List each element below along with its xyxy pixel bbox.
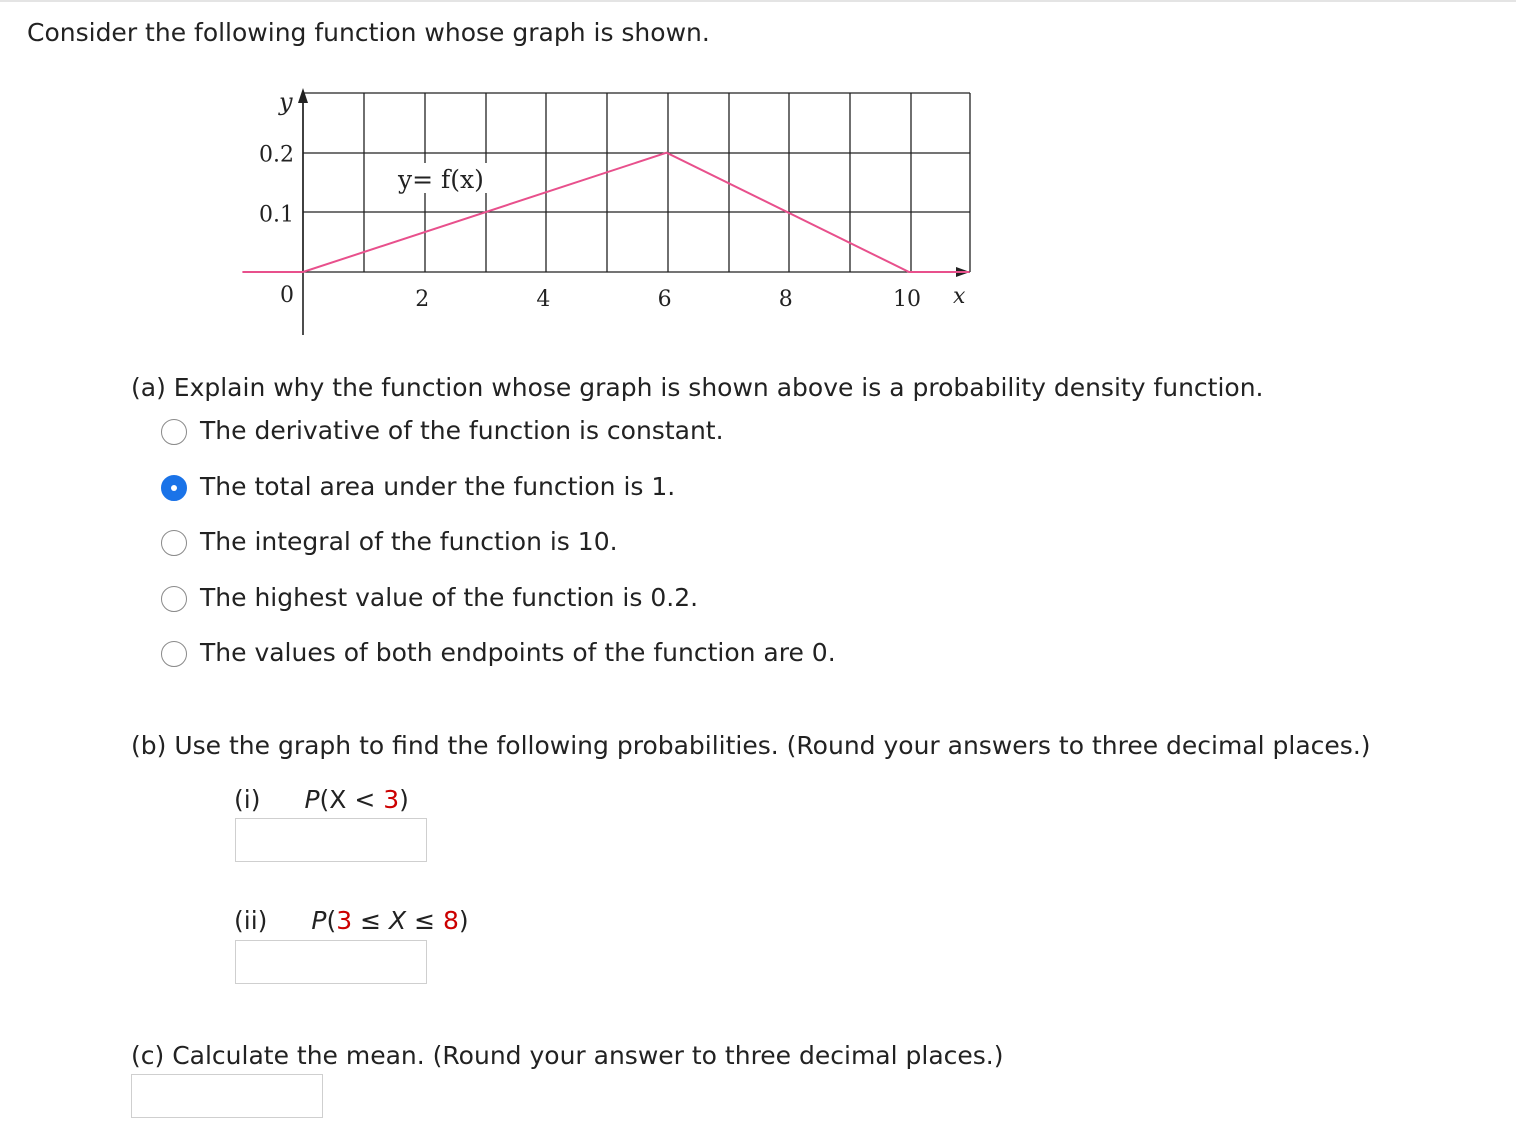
part-c-question: (c) Calculate the mean. (Round your answer to three decimal places.): [131, 1041, 1004, 1070]
intro-text: Consider the following function whose graph is shown.: [27, 18, 710, 47]
x-tick-label: 8: [778, 287, 793, 312]
option-label: The highest value of the function is 0.2.: [200, 582, 699, 612]
x-axis-label: x: [953, 284, 966, 309]
radio-button[interactable]: [161, 419, 187, 445]
x-tick-label: 6: [657, 287, 672, 312]
part-b-question: (b) Use the graph to find the following probabilities. (Round your answers to three decimal places.): [131, 731, 1371, 760]
radio-button[interactable]: [161, 475, 187, 501]
answer-input-b-ii[interactable]: [235, 940, 427, 984]
x-tick-label: 10: [893, 287, 921, 312]
radio-button[interactable]: [161, 586, 187, 612]
option-row[interactable]: [161, 580, 698, 614]
answer-input-b-i[interactable]: [235, 818, 427, 862]
part-b-ii-prompt: (ii) P(3 ≤ X ≤ 8): [234, 906, 469, 935]
option-label: The values of both endpoints of the function are 0.: [200, 637, 836, 667]
part-a-question: (a) Explain why the function whose graph is shown above is a probability density function.: [131, 373, 1264, 402]
radio-button[interactable]: [161, 641, 187, 667]
option-label: The total area under the function is 1.: [200, 471, 676, 501]
option-row[interactable]: [161, 413, 724, 447]
radio-button[interactable]: [161, 530, 187, 556]
part-b-i-prompt: (i) P(X < 3): [234, 785, 409, 814]
x-tick-label: 2: [415, 287, 430, 312]
answer-input-c[interactable]: [131, 1074, 323, 1118]
y-axis-label: y: [279, 88, 293, 116]
y-tick-label: 0.2: [259, 142, 294, 168]
x-tick-label: 4: [536, 287, 551, 312]
curve-label: y= f(x): [398, 165, 484, 194]
option-row[interactable]: [161, 469, 675, 503]
option-row[interactable]: [161, 524, 618, 558]
option-label: The derivative of the function is constant.: [200, 415, 724, 445]
y-tick-label: 0: [280, 283, 294, 308]
y-tick-label: 0.1: [259, 202, 294, 228]
option-row[interactable]: [161, 635, 836, 669]
pdf-graph: [0, 0, 1516, 360]
option-label: The integral of the function is 10.: [200, 526, 618, 556]
y-axis-arrow: [298, 88, 308, 103]
